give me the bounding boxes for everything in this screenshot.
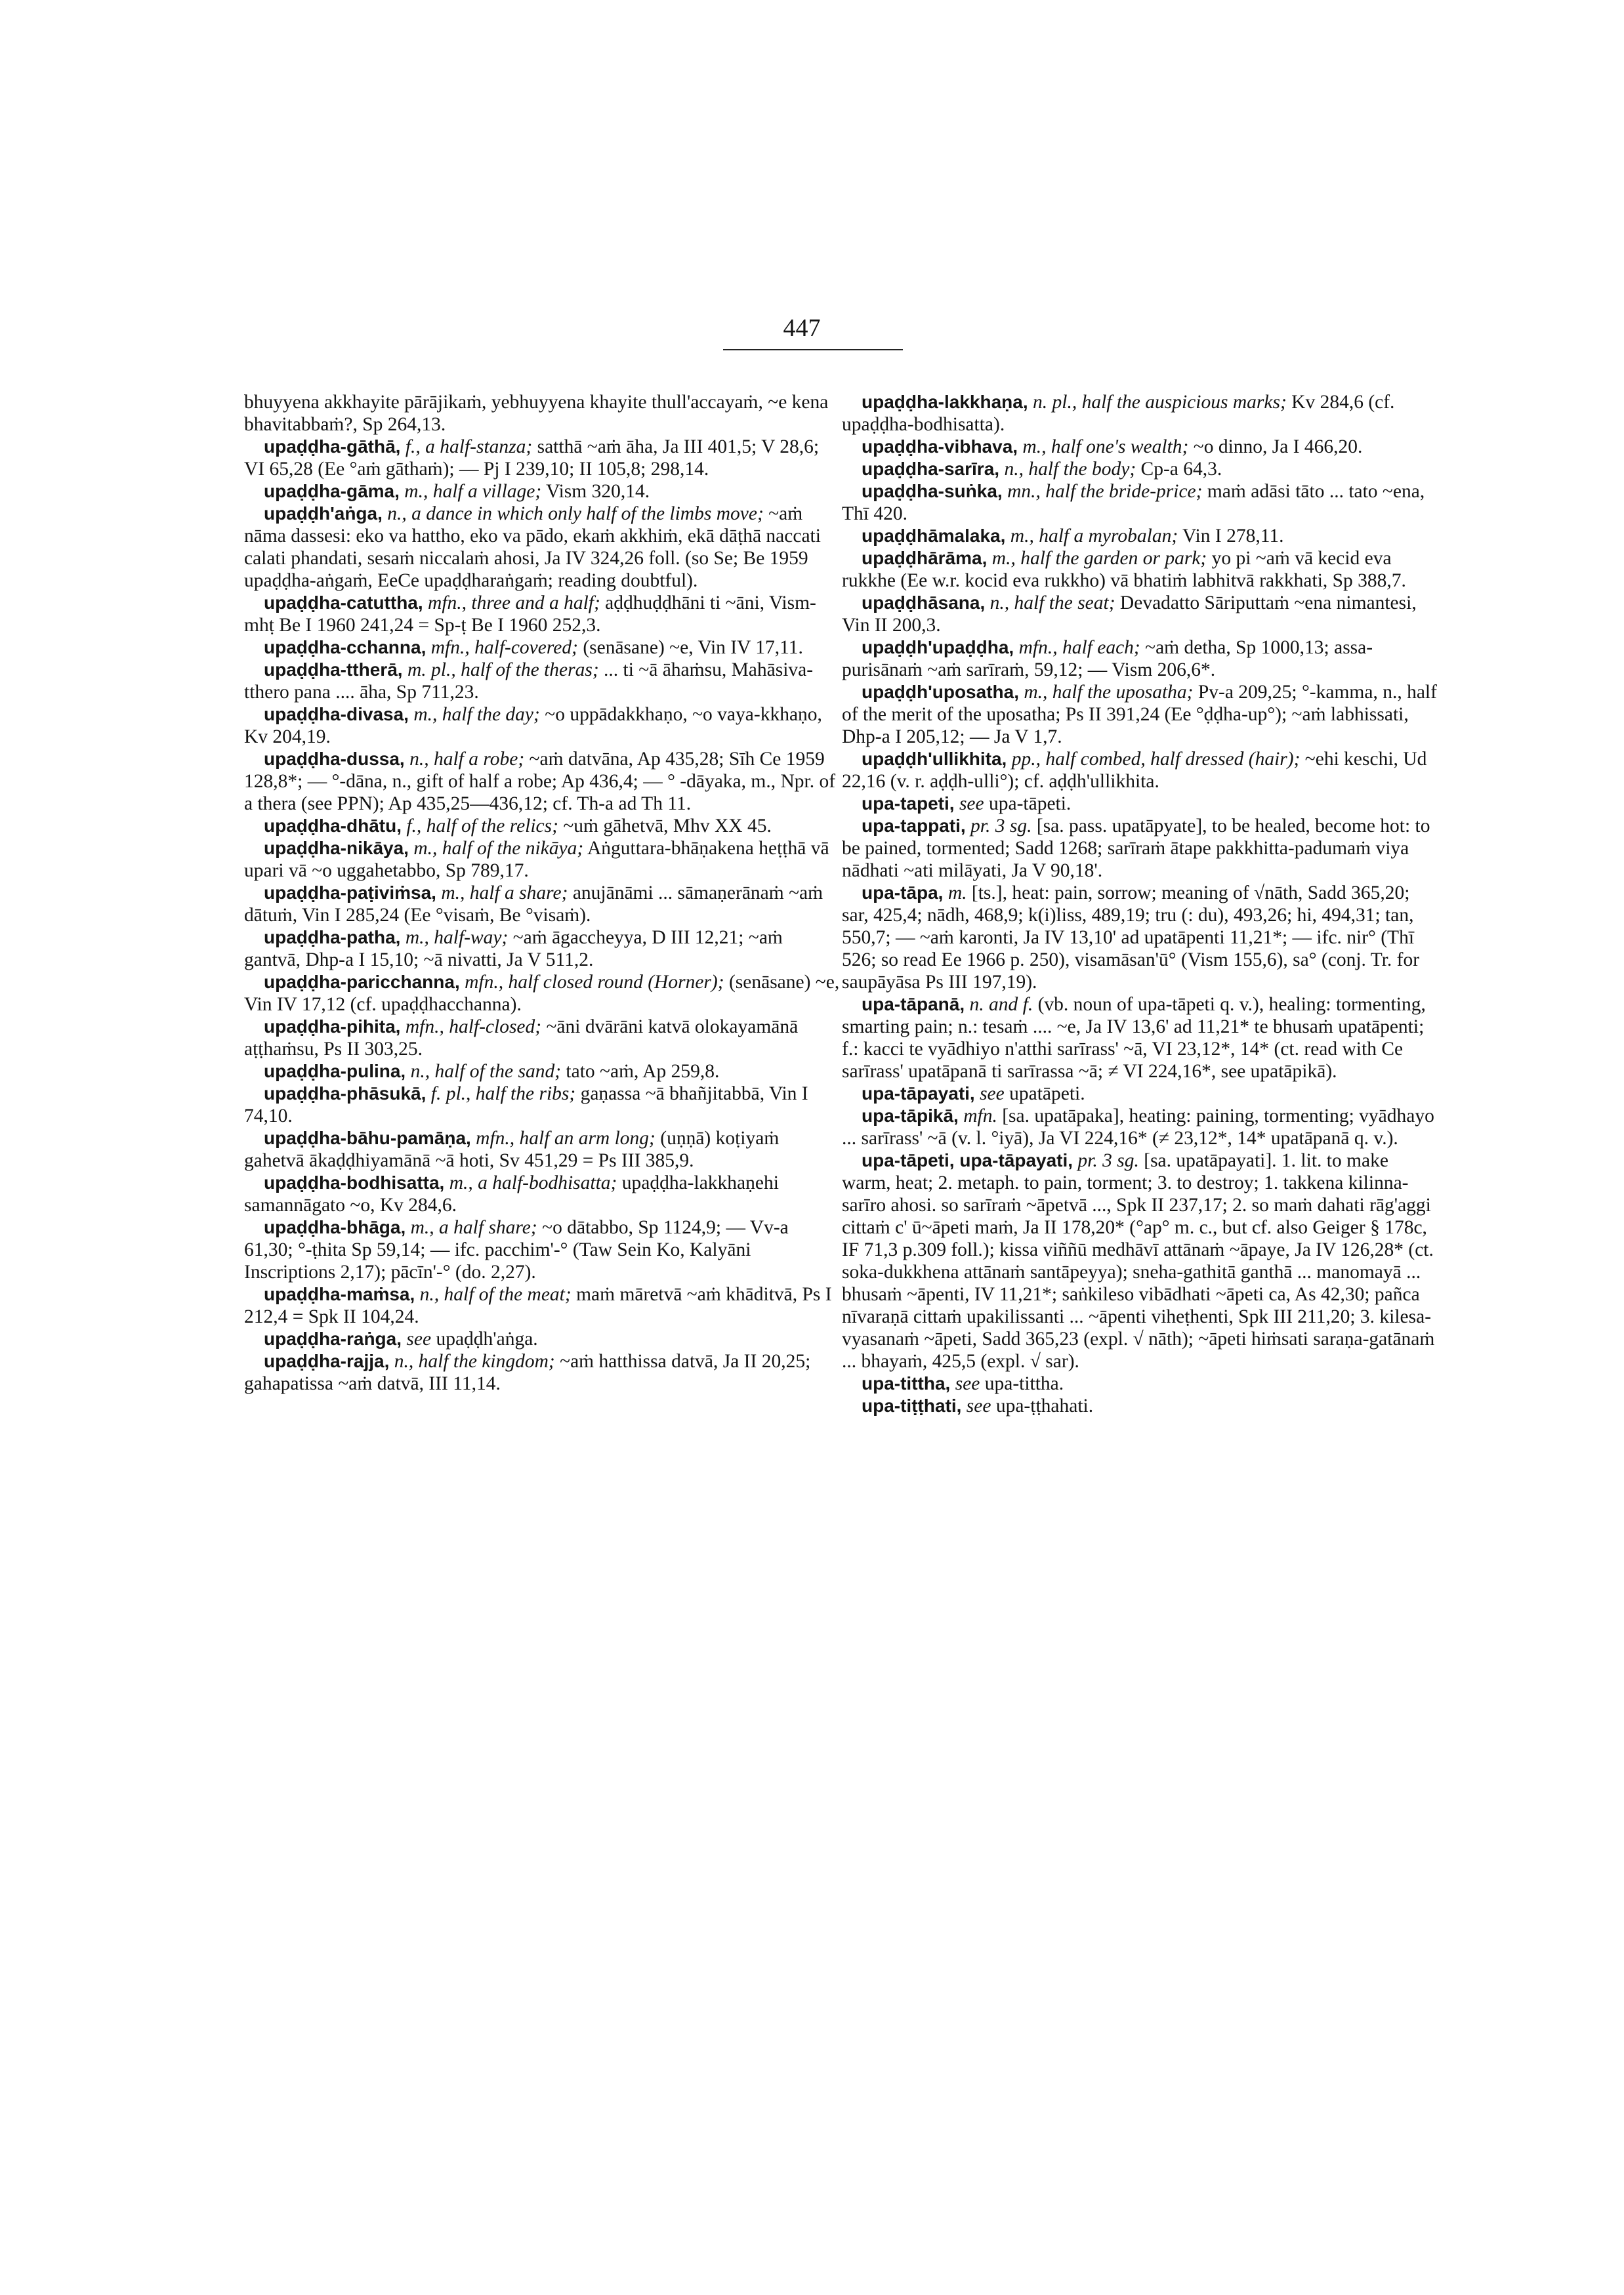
entry-grammar: mfn.,: [1014, 637, 1058, 658]
entry-gloss: half a myrobalan;: [1033, 526, 1178, 547]
entry-gloss: half an arm long;: [514, 1128, 656, 1149]
dictionary-entry: [842, 1149, 1439, 1373]
entry-gloss: half-way;: [428, 927, 509, 948]
entry-headword: upa-tāpa,: [862, 882, 944, 903]
entry-body: (uṇṇā) koṭiyaṁ gahetvā ākaḍḍhiyamānā ~ā hoti, Sv 451,29 = Ps III 385,9.: [244, 1128, 780, 1171]
dictionary-entry: [244, 436, 841, 480]
entry-body: [ts.], heat: pain, sorrow; meaning of √nāth, Sadd 365,20; sar, 425,4; nādh, 468,9; k(i)liss, 489,19; tru (: du), 493,26; hi, 494,31; tan, 550,7; — ~aṁ karonti, Ja IV 13,10' ad upatāpenti 11,21*; — ifc. nir° (Thī 526; so read Ee 1966 p. 250), visamāsan'ū° (Vism 155,6), sa° (conj. Tr. for saupāyāsa Ps III 197,19).: [842, 882, 1420, 993]
dictionary-entry: [842, 793, 1439, 815]
entry-headword: upaḍḍha-gāthā,: [264, 436, 401, 457]
entry-grammar: m.,: [399, 481, 428, 502]
dictionary-entry: [842, 1395, 1439, 1417]
entry-body: [sa. upatāpaka], heating: paining, tormenting; vyādhayo ... sarīrass' ~ā (v. l. °iyā), Ja VI 224,16* (≠ 23,12*, 14* upatāpanā q. v.).: [842, 1106, 1434, 1149]
entry-gloss: a half-bodhisatta;: [472, 1172, 617, 1193]
entry-headword: upaḍḍha-dhātu,: [264, 816, 402, 836]
dictionary-entry: [842, 993, 1439, 1083]
entry-body: upa-ṭṭhahati.: [991, 1396, 1094, 1416]
entry-body: ~uṁ gāhetvā, Mhv XX 45.: [558, 816, 772, 837]
dictionary-entry: [842, 748, 1439, 793]
dictionary-entry: [842, 882, 1439, 993]
entry-grammar: mn.,: [1002, 481, 1041, 502]
entry-headword: upaḍḍha-pihita,: [264, 1016, 401, 1037]
right-column: [842, 391, 1439, 1417]
entry-body: [sa. upatāpayati]. 1. lit. to make warm, heat; 2. metaph. to pain, torment; 3. to destroy; 1. takkena kilinna-sarīro ahosi. so sarīraṁ ~āpetvā ..., Spk II 237,17; 2. so maṁ dahati rāg'aggi cittaṁ c' ū~āpeti maṁ, Ja II 178,20* (°ap° m. c., but cf. also Geiger § 178c, IF 71,3 p.309 foll.); kissa viññū medhāvī attānaṁ ~āpaye, Ja IV 126,28* (ct. soka-dukkhena attānaṁ santāpeyya); sneha-gathitā ganthā ... manomayā ... bhusaṁ ~āpenti, IV 11,21*; saṅkileso vibādhati ~āpeti ca, As 42,30; pañca nīvaraṇā cittaṁ upakilissanti ... ~āpenti viheṭhenti, Spk III 211,20; 3. kilesa-vyasanaṁ ~āpeti, Sadd 365,23 (expl. √ nāth); ~āpeti hiṁsati saraṇa-gatānaṁ ... bhayaṁ, 425,5 (expl. √ sar).: [842, 1150, 1435, 1372]
entry-gloss: half the ribs;: [470, 1083, 576, 1104]
dictionary-entry: [842, 436, 1439, 458]
dictionary-entry: [244, 1127, 841, 1172]
entry-gloss: half the bride-price;: [1040, 481, 1203, 502]
entry-headword: upaḍḍha-patha,: [264, 927, 401, 947]
dictionary-entry: [244, 503, 841, 592]
entry-grammar: mfn.,: [470, 1128, 515, 1149]
entry-headword: upaḍḍha-phāsukā,: [264, 1083, 427, 1104]
entry-gloss: half a village;: [428, 481, 542, 502]
entry-headword: upaḍḍh'upaḍḍha,: [862, 637, 1014, 657]
entry-headword: upaḍḍha-pulina,: [264, 1061, 406, 1081]
entry-body: satthā ~aṁ āha, Ja III 401,5; V 28,6; VI 65,28 (Ee °aṁ gāthaṁ); — Pj I 239,10; II 105,8; 298,14.: [244, 436, 820, 480]
entry-grammar: f.,: [400, 436, 421, 457]
entry-body: ~āni dvārāni katvā olokayamānā aṭṭhaṁsu, Ps II 303,25.: [244, 1016, 799, 1060]
entry-gloss: a dance in which only half of the limbs move;: [406, 503, 764, 524]
entry-grammar: n. pl.,: [1028, 392, 1077, 413]
dictionary-entry: [244, 636, 841, 659]
entry-grammar: m.,: [436, 882, 465, 903]
dictionary-entry: [244, 1350, 841, 1395]
dictionary-entry: [842, 1373, 1439, 1395]
entry-body: (senāsane) ~e, Vin IV 17,11.: [577, 637, 803, 658]
entry-gloss: half of the relics;: [421, 816, 558, 837]
entry-grammar: mfn.: [958, 1106, 997, 1127]
entry-headword: upaḍḍha-catuttha,: [264, 592, 423, 613]
entry-grammar: m.,: [408, 838, 438, 859]
entry-headword: upaḍḍha-gāma,: [264, 481, 400, 501]
dictionary-entry: [244, 703, 841, 748]
entry-body: Pv-a 209,25; °-kamma, n., half of the merit of the uposatha; Ps II 391,24 (Ee °ḍḍha-up°); ~aṁ labhissati, Dhp-a I 205,12; — Ja V 1,7.: [842, 682, 1437, 747]
entry-body: ~aṁ detha, Sp 1000,13; assa-purisānaṁ ~aṁ sarīraṁ, 59,12; — Vism 206,6*.: [842, 637, 1373, 680]
entry-gloss: half a share;: [465, 882, 568, 903]
entry-headword: upaḍḍha-rajja,: [264, 1351, 390, 1371]
dictionary-entry: [244, 1060, 841, 1083]
left-column: [244, 391, 841, 1395]
entry-headword: upaḍḍhāsana,: [862, 592, 986, 613]
entry-grammar: m.,: [408, 704, 438, 725]
entry-grammar: n.,: [389, 1351, 414, 1372]
entry-body: (vb. noun of upa-tāpeti q. v.), healing: tormenting, smarting pain; n.: tesaṁ .... ~e, Ja IV 13,6' ad 11,21* te bhusaṁ upatāpenti; f.: kacci te vyādhiyo n'atthi sarīrass' ~ā, VI 23,12*, 14* (ct. read with Ce sarīrass' upatāpanā ti sarīrassa ~ā; ≠ VI 224,16*, see upatāpikā).: [842, 994, 1426, 1082]
dictionary-entry: [244, 1283, 841, 1328]
entry-body: upatāpeti.: [1004, 1083, 1085, 1104]
dictionary-entry: [842, 1083, 1439, 1105]
entry-grammar: mfn.,: [459, 972, 504, 993]
dictionary-entry: [244, 926, 841, 971]
entry-gloss: half-covered;: [469, 637, 578, 658]
entry-gloss: half each;: [1057, 637, 1140, 658]
dictionary-entry: [244, 837, 841, 882]
entry-gloss: half of the theras;: [455, 659, 599, 680]
entry-headword: upaḍḍha-paricchanna,: [264, 972, 460, 992]
entry-grammar: m.,: [1018, 682, 1048, 703]
dictionary-entry: [244, 748, 841, 815]
entry-gloss: half the uposatha;: [1047, 682, 1194, 703]
dictionary-entry: [244, 1083, 841, 1127]
entry-gloss: half one's wealth;: [1046, 436, 1189, 457]
entry-headword: upaḍḍha-raṅga,: [264, 1329, 402, 1349]
entry-headword: upaḍḍha-lakkhaṇa,: [862, 392, 1028, 412]
entry-body: ~o dinno, Ja I 466,20.: [1188, 436, 1363, 457]
entry-body: aḍḍhuḍḍhāni ti ~āni, Vism-mhṭ Be I 1960 241,24 = Sp-ṭ Be I 1960 252,3.: [244, 592, 816, 636]
entry-grammar: n.,: [985, 592, 1010, 613]
dictionary-entry: [244, 815, 841, 837]
entry-gloss: half the body;: [1023, 459, 1136, 480]
entry-headword: upaḍḍha-dussa,: [264, 749, 405, 769]
page-number: 447: [783, 314, 821, 342]
entry-gloss: see: [950, 1373, 980, 1394]
dictionary-entry: [842, 636, 1439, 681]
entry-body: upaḍḍha-lakkhaṇehi samannāgato ~o, Kv 284,6.: [244, 1172, 779, 1216]
entry-gloss: a half-stanza;: [420, 436, 533, 457]
dictionary-entry: [244, 391, 841, 436]
entry-body: Kv 284,6 (cf. upaḍḍha-bodhisatta).: [842, 392, 1395, 435]
entry-headword: upaḍḍha-paṭiviṁsa,: [264, 882, 436, 903]
entry-grammar: m.,: [444, 1172, 473, 1193]
entry-grammar: f.,: [401, 816, 422, 837]
entry-gloss: see: [961, 1396, 991, 1416]
entry-grammar: n.,: [415, 1284, 440, 1305]
entry-body: ~aṁ āgaccheyya, D III 12,21; ~aṁ gantvā, Dhp-a I 15,10; ~ā nivatti, Ja V 511,2.: [244, 927, 783, 970]
entry-headword: upa-tāpayati,: [862, 1083, 975, 1104]
entry-grammar: n.,: [404, 749, 429, 770]
entry-headword: upa-tittha,: [862, 1373, 951, 1394]
entry-headword: upaḍḍha-bāhu-pamāṇa,: [264, 1128, 471, 1148]
entry-grammar: mfn.,: [423, 592, 467, 613]
entry-grammar: mfn.,: [426, 637, 470, 658]
entry-body: (senāsane) ~e, Vin IV 17,12 (cf. upaḍḍhacchanna).: [244, 972, 840, 1015]
entry-headword: upaḍḍha-suṅka,: [862, 481, 1003, 501]
entry-headword: upaḍḍha-divasa,: [264, 704, 409, 724]
entry-headword: upa-tiṭṭhati,: [862, 1396, 962, 1416]
dictionary-entry: [244, 592, 841, 636]
entry-headword: upaḍḍha-sarīra,: [862, 459, 1000, 479]
entry-grammar: m.,: [406, 1217, 434, 1238]
entry-gloss: half of the sand;: [430, 1061, 562, 1082]
entry-gloss: half combed, half dressed (hair);: [1040, 749, 1301, 770]
entry-headword: upa-tāpeti, upa-tāpayati,: [862, 1150, 1073, 1170]
entry-body: [sa. pass. upatāpyate], to be healed, become hot: to be pained, tormented; Sadd 1268; sarīraṁ ātape pakkhitta-padumaṁ viya nādhati ~ati milāyati, Ja V 90,18'.: [842, 816, 1430, 881]
entry-grammar: f. pl.,: [426, 1083, 471, 1104]
entry-grammar: m.: [943, 882, 967, 903]
dictionary-entry: [244, 1216, 841, 1283]
page-number-rule: [723, 349, 903, 350]
entry-body: upaḍḍh'aṅga.: [431, 1329, 538, 1350]
entry-body: Cp-a 64,3.: [1136, 459, 1222, 480]
entry-body: Devadatto Sāriputtaṁ ~ena nimantesi, Vin II 200,3.: [842, 592, 1417, 636]
entry-grammar: pr. 3 sg.: [1073, 1150, 1139, 1171]
entry-gloss: see: [974, 1083, 1005, 1104]
entry-body: anujānāmi ... sāmaṇerānaṁ ~aṁ dātuṁ, Vin I 285,24 (Ee °visaṁ, Be °visaṁ).: [244, 882, 823, 926]
dictionary-entry: [244, 971, 841, 1016]
entry-headword: upa-tappati,: [862, 816, 966, 836]
dictionary-entry: [842, 815, 1439, 882]
dictionary-entry: [842, 480, 1439, 525]
dictionary-entry: [842, 1105, 1439, 1149]
entry-gloss: half-closed;: [444, 1016, 542, 1037]
entry-body: ~ehi keschi, Ud 22,16 (v. r. aḍḍh-ulli°); cf. aḍḍh'ullikhita.: [842, 749, 1427, 792]
entry-body: upa-tittha.: [980, 1373, 1064, 1394]
entry-body: ~o dātabbo, Sp 1124,9; — Vv-a 61,30; °-ṭhita Sp 59,14; — ifc. pacchim'-° (Taw Sein Ko, Kalyāni Inscriptions 2,17); pācīn'-° (do. 2,27).: [244, 1217, 789, 1283]
dictionary-entry: [842, 547, 1439, 592]
entry-headword: upaḍḍh'uposatha,: [862, 682, 1019, 702]
entry-grammar: mfn.,: [400, 1016, 444, 1037]
entry-gloss: half the seat;: [1009, 592, 1115, 613]
entry-headword: upaḍḍha-bhāga,: [264, 1217, 406, 1237]
entry-grammar: pp.,: [1007, 749, 1041, 770]
entry-headword: upaḍḍha-vibhava,: [862, 436, 1018, 457]
entry-headword: upaḍḍha-nikāya,: [264, 838, 409, 858]
entry-body: ~aṁ hatthissa datvā, Ja II 20,25; gahapatissa ~aṁ datvā, III 11,14.: [244, 1351, 811, 1394]
entry-gloss: half of the meat;: [439, 1284, 572, 1305]
entry-body: bhuyyena akkhayite pārājikaṁ, yebhuyyena khayite thull'accayaṁ, ~e kena bhavitabbaṁ?, Sp 264,13.: [244, 392, 829, 435]
entry-body: upa-tāpeti.: [984, 793, 1072, 814]
entry-gloss: half the auspicious marks;: [1077, 392, 1287, 413]
entry-headword: upaḍḍha-cchanna,: [264, 637, 427, 657]
entry-grammar: pr. 3 sg.: [965, 816, 1032, 837]
entry-grammar: m. pl.,: [402, 659, 456, 680]
entry-body: Vism 320,14.: [541, 481, 650, 502]
entry-gloss: a half share;: [434, 1217, 537, 1238]
dictionary-entry: [244, 1172, 841, 1216]
entry-gloss: see: [402, 1329, 432, 1350]
entry-gloss: half the garden or park;: [1015, 548, 1207, 569]
entry-headword: upaḍḍhārāma,: [862, 548, 988, 568]
dictionary-entry: [842, 391, 1439, 436]
entry-body: ... ti ~ā āhaṁsu, Mahāsiva-tthero pana .... āha, Sp 711,23.: [244, 659, 814, 703]
entry-headword: upaḍḍh'aṅga,: [264, 503, 383, 524]
entry-gloss: half the day;: [437, 704, 540, 725]
entry-body: yo pi ~aṁ vā kecid eva rukkhe (Ee w.r. kocid eva rukkho) vā bhatiṁ labhitvā rakkhati, Sp 388,7.: [842, 548, 1406, 591]
entry-grammar: m.,: [1005, 526, 1034, 547]
entry-body: Vin I 278,11.: [1178, 526, 1284, 547]
dictionary-entry: [842, 525, 1439, 547]
entry-body: ~aṁ datvāna, Ap 435,28; Sīh Ce 1959 128,8*; — °-dāna, n., gift of half a robe; Ap 436,4; — ° -dāyaka, m., Npr. of a thera (see PPN); Ap 435,25—436,12; cf. Th-a ad Th 11.: [244, 749, 836, 814]
entry-gloss: half the kingdom;: [413, 1351, 555, 1372]
dictionary-entry: [842, 592, 1439, 636]
entry-headword: upa-tāpanā,: [862, 994, 965, 1014]
dictionary-entry: [244, 882, 841, 926]
entry-headword: upaḍḍhāmalaka,: [862, 526, 1006, 546]
dictionary-entry: [244, 1328, 841, 1350]
dictionary-entry: [244, 1016, 841, 1060]
entry-grammar: n.,: [999, 459, 1024, 480]
entry-headword: upaḍḍha-bodhisatta,: [264, 1172, 445, 1193]
entry-grammar: m.,: [987, 548, 1016, 569]
dictionary-entry: [244, 659, 841, 703]
entry-gloss: half a robe;: [428, 749, 525, 770]
dictionary-entry: [842, 458, 1439, 480]
entry-body: Aṅguttara-bhāṇakena heṭṭhā vā upari vā ~o uggahetabbo, Sp 789,17.: [244, 838, 829, 881]
entry-headword: upa-tāpikā,: [862, 1106, 959, 1126]
entry-grammar: m.,: [400, 927, 429, 948]
entry-body: tato ~aṁ, Ap 259,8.: [561, 1061, 720, 1082]
dictionary-entry: [244, 480, 841, 503]
entry-gloss: three and a half;: [467, 592, 600, 613]
entry-headword: upa-tapeti,: [862, 793, 955, 814]
entry-grammar: n.,: [406, 1061, 430, 1082]
entry-grammar: m.,: [1018, 436, 1047, 457]
entry-headword: upaḍḍha-maṁsa,: [264, 1284, 415, 1304]
entry-body: ~o uppādakkhaṇo, ~o vaya-kkhaṇo, Kv 204,19.: [244, 704, 822, 747]
entry-grammar: n.,: [382, 503, 407, 524]
entry-gloss: see: [954, 793, 984, 814]
entry-headword: upaḍḍh'ullikhita,: [862, 749, 1007, 769]
entry-grammar: n. and f.: [965, 994, 1033, 1015]
entry-body: maṁ māretvā ~aṁ khāditvā, Ps I 212,4 = Spk II 104,24.: [244, 1284, 832, 1327]
entry-body: ~aṁ nāma dassesi: eko va hattho, eko va pādo, ekaṁ akkhiṁ, ekā dāṭhā naccati calati phandati, sesaṁ niccalaṁ ahosi, Ja IV 324,26 foll. (so Se; Be 1959 upaḍḍha-aṅgaṁ, EeCe upaḍḍharaṅgaṁ; reading doubtful).: [244, 503, 821, 591]
entry-body: gaṇassa ~ā bhañjitabbā, Vin I 74,10.: [244, 1083, 808, 1127]
entry-gloss: half of the nikāya;: [437, 838, 584, 859]
dictionary-entry: [842, 681, 1439, 748]
entry-body: maṁ adāsi tāto ... tato ~ena, Thī 420.: [842, 481, 1425, 524]
entry-gloss: half closed round (Horner);: [503, 972, 724, 993]
entry-headword: upaḍḍha-ttherā,: [264, 659, 403, 680]
